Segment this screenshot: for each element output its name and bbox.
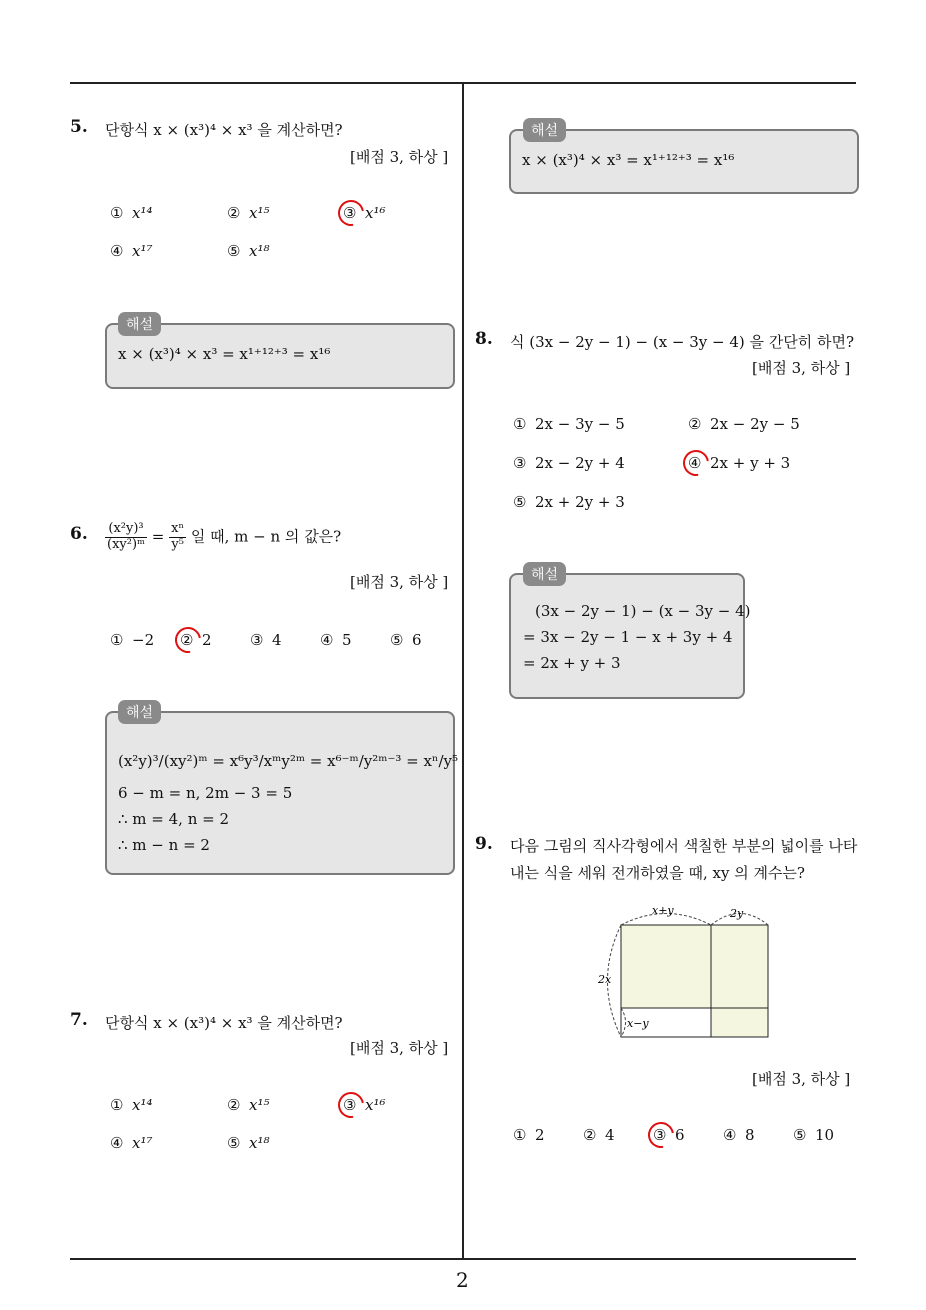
choice-value: 2x − 2y − 5 — [710, 415, 800, 433]
choice-marker: ③ — [343, 1096, 357, 1114]
page-number: 2 — [456, 1268, 469, 1292]
choice-marker: ① — [110, 204, 124, 222]
choice-marker: ② — [583, 1126, 597, 1144]
choice-marker: ② — [688, 415, 702, 433]
q9-choice-4[interactable] — [723, 1126, 755, 1144]
q7-choice-5[interactable] — [227, 1134, 270, 1152]
choice-value: x¹⁴ — [132, 1096, 153, 1114]
q8-solution-line: = 2x + y + 3 — [523, 654, 621, 672]
choice-marker: ② — [180, 631, 194, 649]
q5-number: 5. — [70, 117, 88, 137]
choice-value: 2x − 3y − 5 — [535, 415, 625, 433]
solution-tag: 해설 — [118, 700, 161, 724]
answer-ring — [643, 1117, 679, 1153]
q6-fraction-left: $\frac{\text{(x²y)³}}{\text{(xy²)ᵐ}}$ — [107, 521, 146, 552]
q5-choice-1[interactable] — [110, 204, 153, 222]
q8-choice-2[interactable] — [688, 415, 800, 433]
q8-choice-3[interactable] — [513, 454, 625, 472]
solution-tag: 해설 — [523, 562, 566, 586]
label-left: 2x — [598, 973, 612, 986]
q5-solution-line: x × (x³)⁴ × x³ = x¹⁺¹²⁺³ = x¹⁶ — [118, 345, 331, 363]
choice-marker: ③ — [250, 631, 264, 649]
q8-solution-line: = 3x − 2y − 1 − x + 3y + 4 — [523, 628, 733, 646]
choice-value: 2 — [202, 631, 212, 649]
q6-solution-line: ∴ m = 4, n = 2 — [118, 810, 230, 828]
choice-value: 6 — [412, 631, 422, 649]
choice-marker: ⑤ — [390, 631, 404, 649]
q7-number: 7. — [70, 1010, 88, 1030]
choice-marker: ④ — [320, 631, 334, 649]
choice-marker: ③ — [653, 1126, 667, 1144]
q6-question-tail: 일 때, m − n 의 값은? — [190, 527, 342, 546]
q8-number: 8. — [475, 329, 493, 349]
q7-choice-2[interactable] — [227, 1096, 270, 1114]
choice-value: 10 — [815, 1126, 835, 1144]
choice-marker: ⑤ — [227, 242, 241, 260]
choice-value: −2 — [132, 631, 155, 649]
choice-value: x¹⁶ — [365, 1096, 386, 1114]
q5-points: [배점 3, 하상 ] — [350, 148, 449, 166]
q9-choice-2[interactable] — [583, 1126, 615, 1144]
q5-choice-5[interactable] — [227, 242, 270, 260]
choice-marker: ⑤ — [513, 493, 527, 511]
q8-choice-5[interactable] — [513, 493, 625, 511]
choice-value: x¹⁸ — [249, 242, 270, 260]
q9-rectangle-figure — [590, 900, 780, 1045]
q6-solution-line: 6 − m = n, 2m − 3 = 5 — [118, 784, 293, 802]
q6-solution-equation: (x²y)³/(xy²)ᵐ = x⁶y³/xᵐy²ᵐ = x⁶⁻ᵐ/y²ᵐ⁻³ = xⁿ/y⁵ — [118, 752, 458, 770]
choice-marker: ② — [227, 204, 241, 222]
choice-value: 2x + 2y + 3 — [535, 493, 625, 511]
choice-value: x¹⁴ — [132, 204, 153, 222]
q9-choice-1[interactable] — [513, 1126, 545, 1144]
label-top-right: 2y — [730, 907, 744, 920]
q6-choice-3[interactable] — [250, 631, 282, 649]
choice-marker: ① — [513, 415, 527, 433]
choice-value: x¹⁸ — [249, 1134, 270, 1152]
shaded-region-right — [711, 925, 768, 1037]
choice-value: 4 — [272, 631, 282, 649]
choice-marker: ③ — [513, 454, 527, 472]
q7-points: [배점 3, 하상 ] — [350, 1039, 449, 1057]
choice-marker: ④ — [688, 454, 702, 472]
choice-marker: ② — [227, 1096, 241, 1114]
choice-marker: ⑤ — [227, 1134, 241, 1152]
choice-marker: ⑤ — [793, 1126, 807, 1144]
choice-marker: ① — [513, 1126, 527, 1144]
brace-inner — [621, 1008, 626, 1037]
choice-value: 2x + y + 3 — [710, 454, 791, 472]
q5-choice-2[interactable] — [227, 204, 270, 222]
q9-points: [배점 3, 하상 ] — [752, 1070, 851, 1088]
q6-fraction-right: $\frac{\text{xⁿ}}{\text{y⁵}}$ — [171, 521, 185, 552]
solution-tag: 해설 — [118, 312, 161, 336]
q9-question-line2: 내는 식을 세워 전개하였을 때, xy 의 계수는? — [510, 864, 805, 882]
q6-choice-5[interactable] — [390, 631, 422, 649]
choice-marker: ③ — [343, 204, 357, 222]
q6-points: [배점 3, 하상 ] — [350, 573, 449, 591]
choice-value: x¹⁷ — [132, 242, 153, 260]
choice-value: 2 — [535, 1126, 545, 1144]
q7-choice-1[interactable] — [110, 1096, 153, 1114]
q6-question: $\frac{\text{(x²y)³}}{\text{(xy²)ᵐ}}$ = $\frac{\text{xⁿ}}{\text{y⁵}}$ 일 때, m − n 의 값은? — [107, 521, 342, 552]
choice-value: 2x − 2y + 4 — [535, 454, 625, 472]
choice-value: x¹⁵ — [249, 204, 270, 222]
label-top-left: x+y — [652, 904, 674, 917]
q5-choice-4[interactable] — [110, 242, 153, 260]
q7-solution-line: x × (x³)⁴ × x³ = x¹⁺¹²⁺³ = x¹⁶ — [522, 151, 735, 169]
q8-choice-1[interactable] — [513, 415, 625, 433]
choice-value: x¹⁶ — [365, 204, 386, 222]
q7-choice-4[interactable] — [110, 1134, 153, 1152]
choice-value: x¹⁵ — [249, 1096, 270, 1114]
column-divider — [462, 84, 464, 1259]
q7-question: 단항식 x × (x³)⁴ × x³ 을 계산하면? — [105, 1014, 343, 1032]
q9-question-line1: 다음 그림의 직사각형에서 색칠한 부분의 넓이를 나타 — [510, 837, 858, 855]
q8-solution-line: (3x − 2y − 1) − (x − 3y − 4) — [535, 602, 751, 620]
choice-value: 5 — [342, 631, 352, 649]
q6-number: 6. — [70, 524, 88, 544]
choice-value: x¹⁷ — [132, 1134, 153, 1152]
q9-number: 9. — [475, 834, 493, 854]
bottom-rule — [70, 1258, 856, 1260]
answer-ring — [678, 445, 714, 481]
solution-tag: 해설 — [523, 118, 566, 142]
q6-choice-4[interactable] — [320, 631, 352, 649]
answer-ring — [170, 622, 206, 658]
q9-choice-5[interactable] — [793, 1126, 834, 1144]
q8-points: [배점 3, 하상 ] — [752, 359, 851, 377]
q6-solution-line: ∴ m − n = 2 — [118, 836, 210, 854]
shaded-region-left — [621, 925, 711, 1008]
answer-ring — [333, 1087, 369, 1123]
choice-marker: ④ — [110, 242, 124, 260]
choice-marker: ④ — [110, 1134, 124, 1152]
choice-marker: ④ — [723, 1126, 737, 1144]
answer-ring — [333, 195, 369, 231]
choice-marker: ① — [110, 631, 124, 649]
choice-value: 8 — [745, 1126, 755, 1144]
label-inner: x−y — [627, 1017, 649, 1030]
choice-marker: ① — [110, 1096, 124, 1114]
q8-question: 식 (3x − 2y − 1) − (x − 3y − 4) 을 간단히 하면? — [510, 333, 855, 351]
q6-choice-1[interactable] — [110, 631, 154, 649]
q5-question: 단항식 x × (x³)⁴ × x³ 을 계산하면? — [105, 121, 343, 139]
choice-value: 6 — [675, 1126, 685, 1144]
choice-value: 4 — [605, 1126, 615, 1144]
